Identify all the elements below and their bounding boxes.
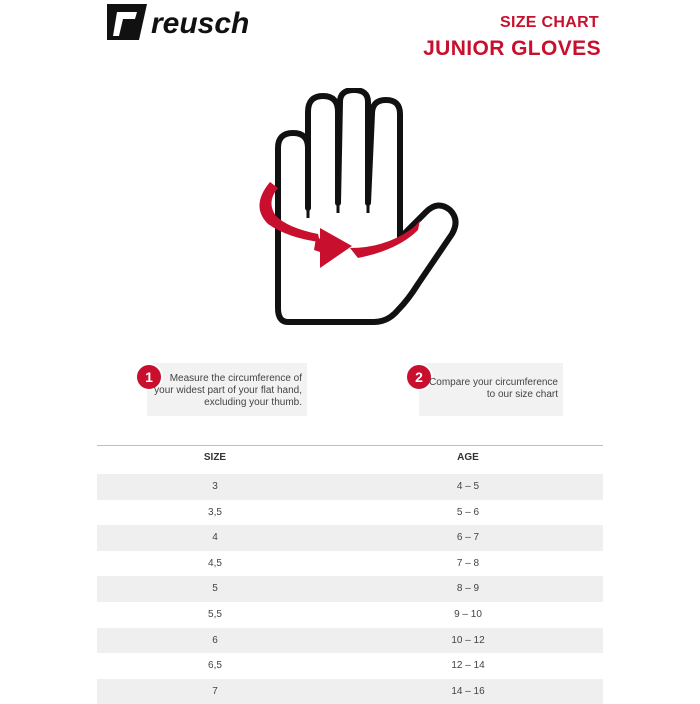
step-two-box [415,363,563,416]
step-one-text [154,373,302,409]
size-cell: 4,5 [208,557,222,569]
brand-logo [103,2,269,42]
age-cell: 4 – 5 [456,481,480,492]
step-one-line: your widest part of your flat hand, [154,385,302,396]
age-cell: 10 – 12 [451,634,485,646]
step-one-line: Measure the circumference of [169,373,302,384]
size-cell: 3 [212,481,218,492]
table-row [97,525,603,551]
size-cell: 3,5 [208,506,222,518]
hand-illustration [248,88,464,330]
table-row [97,551,603,577]
table-divider [97,445,603,446]
page-title: JUNIOR GLOVES [423,37,601,60]
step-two-number: 2 [405,363,433,391]
step-one-line: excluding your thumb. [204,397,302,408]
size-cell: 6,5 [208,660,222,672]
header-size: SIZE [203,452,227,463]
reusch-logo-icon [103,2,269,42]
table-row [97,628,603,654]
size-cell: 4 [212,532,218,544]
table-row [97,474,603,500]
step-two-line: to our size chart [486,389,558,400]
step-one-box [147,363,307,416]
table-row [97,602,603,628]
age-cell: 8 – 9 [456,583,480,595]
table-row [97,576,603,602]
size-cell: 5,5 [208,608,222,620]
step-two-text [429,377,558,401]
step-one-number: 1 [135,363,163,391]
step-two-line: Compare your circumference [429,377,558,388]
age-cell: 6 – 7 [456,532,480,544]
age-cell: 14 – 16 [451,685,485,697]
age-cell: 7 – 8 [456,557,480,569]
age-cell: 9 – 10 [454,608,482,620]
size-cell: 7 [212,685,218,697]
table-row [97,679,603,704]
table-row [97,653,603,679]
table-header [97,452,603,472]
hand-measure-icon [248,88,464,330]
size-cell: 6 [212,634,218,646]
size-cell: 5 [212,583,218,595]
size-table [97,474,603,704]
table-row [97,500,603,526]
age-cell: 5 – 6 [456,506,480,518]
age-cell: 12 – 14 [451,660,485,672]
size-chart-subtitle: SIZE CHART [500,14,599,31]
brand-name: reusch [151,7,250,40]
header-age: AGE [457,452,479,463]
